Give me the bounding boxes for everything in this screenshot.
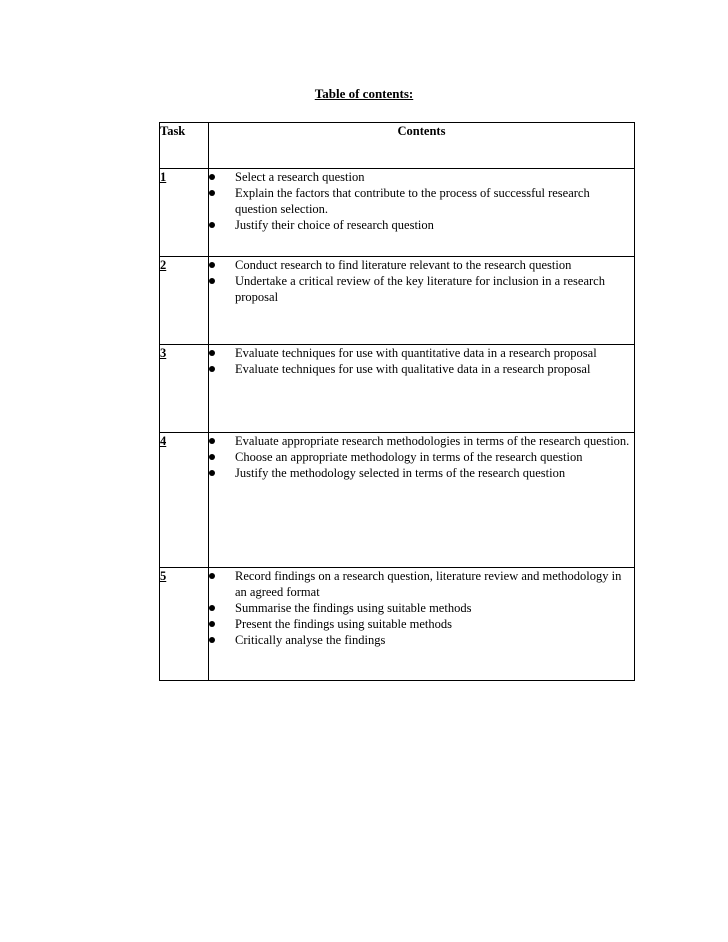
task-contents bbox=[209, 345, 635, 433]
task-contents bbox=[209, 169, 635, 257]
task-contents bbox=[209, 257, 635, 345]
page-title: Table of contents: bbox=[314, 86, 414, 101]
list-item: Explain the factors that contribute to the process of successful research question selection. bbox=[209, 185, 634, 217]
list-item: Select a research question bbox=[209, 169, 634, 185]
contents-column-header: Contents bbox=[209, 123, 635, 169]
task-number: 4 bbox=[160, 433, 209, 568]
list-item: Undertake a critical review of the key literature for inclusion in a research proposal bbox=[209, 273, 634, 305]
table-header-row bbox=[160, 123, 635, 169]
bullet-list bbox=[209, 345, 634, 377]
bullet-icon bbox=[209, 262, 215, 268]
bullet-icon bbox=[209, 470, 215, 476]
bullet-icon bbox=[209, 366, 215, 372]
bullet-list bbox=[209, 433, 634, 481]
task-column-header: Task bbox=[160, 123, 209, 169]
list-item: Conduct research to find literature relevant to the research question bbox=[209, 257, 634, 273]
list-item: Evaluate techniques for use with quantitative data in a research proposal bbox=[209, 345, 634, 361]
table-row bbox=[160, 433, 635, 568]
list-item: Choose an appropriate methodology in terms of the research question bbox=[209, 449, 634, 465]
list-item: Summarise the findings using suitable methods bbox=[209, 600, 634, 616]
task-contents bbox=[209, 433, 635, 568]
list-item: Justify their choice of research question bbox=[209, 217, 634, 233]
list-item: Evaluate techniques for use with qualitative data in a research proposal bbox=[209, 361, 634, 377]
list-item: Evaluate appropriate research methodologies in terms of the research question. bbox=[209, 433, 634, 449]
contents-table bbox=[159, 122, 635, 681]
bullet-icon bbox=[209, 637, 215, 643]
list-item: Critically analyse the findings bbox=[209, 632, 634, 648]
list-item: Justify the methodology selected in terms of the research question bbox=[209, 465, 634, 481]
bullet-icon bbox=[209, 222, 215, 228]
task-number: 3 bbox=[160, 345, 209, 433]
bullet-icon bbox=[209, 454, 215, 460]
bullet-icon bbox=[209, 573, 215, 579]
bullet-icon bbox=[209, 350, 215, 356]
bullet-icon bbox=[209, 605, 215, 611]
bullet-icon bbox=[209, 438, 215, 444]
bullet-list bbox=[209, 169, 634, 233]
table-row bbox=[160, 169, 635, 257]
table-row bbox=[160, 568, 635, 681]
task-number: 5 bbox=[160, 568, 209, 681]
bullet-list bbox=[209, 257, 634, 305]
task-contents bbox=[209, 568, 635, 681]
list-item: Record findings on a research question, literature review and methodology in an agreed format bbox=[209, 568, 634, 600]
list-item: Present the findings using suitable methods bbox=[209, 616, 634, 632]
bullet-icon bbox=[209, 174, 215, 180]
task-number: 1 bbox=[160, 169, 209, 257]
table-row bbox=[160, 345, 635, 433]
table-row bbox=[160, 257, 635, 345]
task-number: 2 bbox=[160, 257, 209, 345]
bullet-list bbox=[209, 568, 634, 648]
bullet-icon bbox=[209, 621, 215, 627]
bullet-icon bbox=[209, 190, 215, 196]
bullet-icon bbox=[209, 278, 215, 284]
